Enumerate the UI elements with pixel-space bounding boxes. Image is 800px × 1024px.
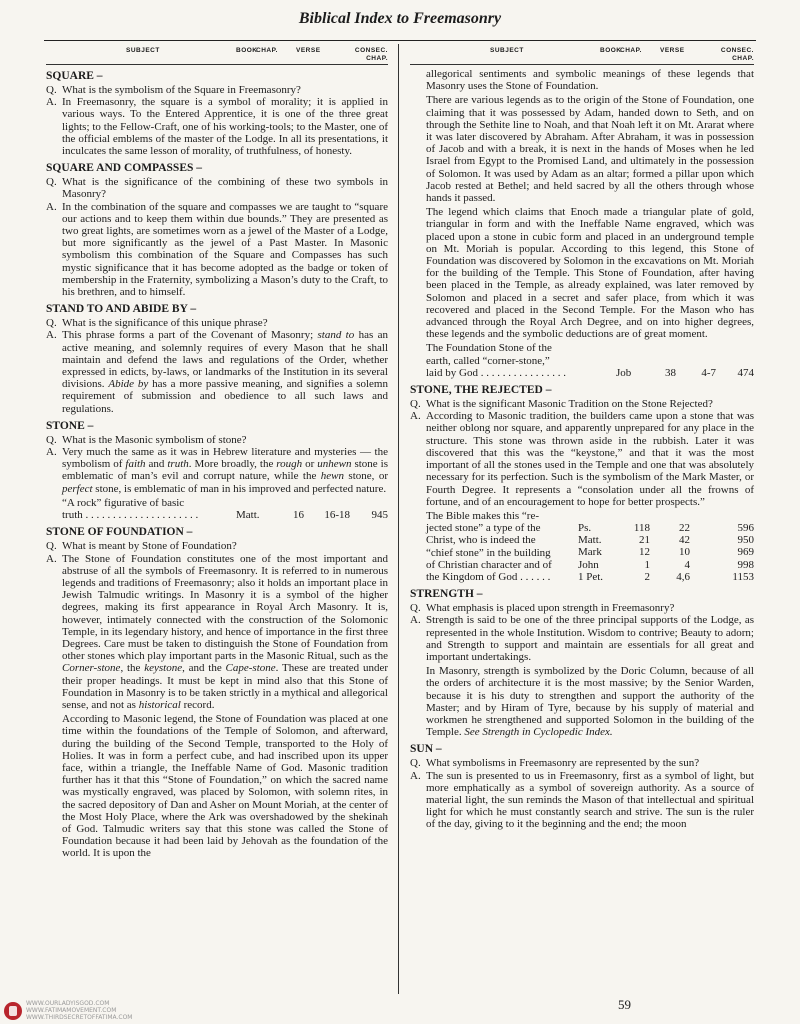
page-number: 59 [618,997,631,1012]
column-divider [398,44,399,994]
question: Q. What is the significance of this unique phrase? [46,317,268,330]
entry-heading-rejected: STONE, THE REJECTED – [410,384,552,397]
scripture-reference: laid by God . . . . . . . . . . . . . . . . Job 38 4-7 474 [426,366,754,379]
table-row: John 1 4 998 [578,558,754,571]
paragraph: There are various legends as to the origin of the Stone of Foundation, one claiming that it was possessed by Adam, handed down to Seth, and on through the Sethite line to Noah, and that Noah left it on Mt. Ararat where it was later discovered by Abraham. After Abraham, it was in possession of Jacob and with a break, it is next in the hands of Moses when he led Israel from Egypt to the Promised Land, and ultimately in the possession of Solomon. It was used by Adam as an altar; formed a pillar upon which Jacob rested at Bethel; and held sacred by all the others through whose hands it passed. [426,94,754,205]
answer: A. In Freemasonry, the square is a symbol of morality; it is applied in various ways. To the Entered Apprentice, it is one of the three great lights; to the Fellow-Craft, one of his working-tools; to the Master, one of the official emblems of the master of the Lodge. In all its presentations, it inculcates the same lesson of morality, of truthfulness, of honesty. [46,96,388,158]
subject-heading: SUBJECT [126,47,160,54]
paragraph: The legend which claims that Enoch made a triangular plate of gold, triangular in form and with the Ineffable Name engraved, which was placed upon a stone in cubic form and placed in an underground temple on Mt. Moriah is popular. According to this legend, this Stone of Foundation was discovered by Solomon in the excavations on Mt. Moriah for the building of the Temple. This Stone of Foundation, after having been placed in the Temple, as already explained, was later removed by Solomon and placed in a secret and safer place, from which it was recovered and placed in the Second Temple. For the Mason who has advanced through the Royal Arch Degree, and on into higher degrees, these legends and the symbolic deductions are of great moment. [426,206,754,341]
answer: A. Very much the same as it was in Hebrew literature and mysteries — the symbolism of faith and truth. More broadly, the rough or unhewn stone is emblematic of man’s evil and corrupt nature, while the hewn stone, or perfect stone, is emblematic of man in his improved and perfected nature. [46,446,388,495]
chap-heading: CHAP. [256,47,278,54]
reference-description: The Bible makes this “re- jected stone” a type of the Christ, who is indeed the “chief stone” in the building of Christian character and of the Kingdom of God . . . . . . [426,509,552,583]
entry-heading-square-compasses: SQUARE AND COMPASSES – [46,162,203,175]
answer: A. According to Masonic tradition, the builders came upon a stone that was neither oblong nor square, and apparently unprepared for any place in the structure. This stone was thrown aside in the rubbish. Later it was discovered that this was the “keystone,” and that it was the most important of all the stones used in the Temple and one that was absolutely necessary for its perfection. Such is the symbolism of the Mark Master, or Fourth Degree. It represents a “consolation under all the frowns of fortune, and of an encouragement to hope for better prospects.” [410,410,754,508]
entry-heading-square: SQUARE – [46,70,103,82]
scripture-reference: The Foundation Stone of the [426,342,552,355]
reference-table [410,510,754,583]
book-heading: BOOK [600,47,622,54]
verse-heading: VERSE [296,47,321,54]
watermark [4,1000,133,1021]
verse-heading: VERSE [660,47,685,54]
scripture-reference: truth . . . . . . . . . . . . . . . . . . . . . Matt. 16 16-18 945 [62,509,388,522]
subject-heading: SUBJECT [490,47,524,54]
scripture-reference: earth, called “corner-stone,” [426,354,550,367]
right-column [410,47,754,831]
top-rule [44,40,756,41]
column-headings-right [410,47,754,65]
chap-heading: CHAP. [620,47,642,54]
answer: A. This phrase forms a part of the Covenant of Masonry; stand to has an active meaning, and solemnly requires of every Mason that he shall maintain and defend the laws and regulations of the Order, whether expressed in edicts, by-laws, or landmarks of the Institution in its several divisions. Abide by has a more passive meaning, and signifies a solemn requirement of submission and obedience to all such laws and regulations. [46,329,388,415]
paragraph: allegorical sentiments and symbolic meanings of these legends that Masonry uses the Stone of Foundation. [426,68,754,93]
paragraph: According to Masonic legend, the Stone of Foundation was placed at one time within the foundations of the Temple of Solomon, and afterward, during the building of the Second Temple, transported to the Holy of Holies. It was in form a perfect cube, and had inscribed upon its upper face, within a triangle, the Ineffable Name of God. Masonic tradition further has it that this “Stone of Foundation,” on which the sacred name was mystically engraved, was placed by Solomon, with solemn rites, in the sacred depository of Dan and Asher on Mount Moriah, at the center of the Most Holy Place, where the Ark was overshadowed by the shekinah of God. Talmudic writers say that this stone was called the Stone of Foundation because it had been laid by Jehovah as the foundation of the world. It is upon the [62,713,388,860]
left-column [46,47,388,860]
reference-rows [578,510,754,583]
watermark-urls: WWW.OURLADYISGOD.COM WWW.FATIMAMOVEMENT.COM WWW.THIRDSECRETOFFATIMA.COM [26,1000,133,1021]
question: Q. What is the symbolism of the Square in Freemasonry? [46,84,301,96]
answer: A. In the combination of the square and compasses we are taught to “square our actions and to keep them within due bounds.” They are presented as two great lights, are sometimes worn as a jewel of the Master of a Lodge, but more significantly as the jewel of a Past Master. In Masonic symbolism this combination of the Square and Compasses has such mystic significance that it has become adopted as the badge or token of membership in the Fraternity, symbolizing a Mason’s duty to the Craft, to his brethren, and to himself. [46,200,388,299]
paragraph: In Masonry, strength is symbolized by the Doric Column, because of all the orders of architecture it is the most massive; by the Senior Warden, because it is his duty to strengthen and support the authority of the Master; and by Hiram of Tyre, because by his supply of material and workmen he strengthened and supported Solomon in the building of the Temple. See Strength in Cyclopedic Index. [426,665,754,739]
consec-heading: CONSEC. CHAP. [354,47,388,62]
question: Q. What is the significance of the combining of these two symbols in Masonry? [46,176,388,201]
question: Q. What is the significant Masonic Tradition on the Stone Rejected? [410,398,713,411]
book-heading: BOOK [236,47,258,54]
answer: A. The Stone of Foundation constitutes one of the most important and abstruse of all the symbols of Freemasonry. It is referred to in numerous legends and traditions of Freemasonry; also it holds an important place in Jewish Talmudic writings. In Masonry it is a symbol of the higher degrees, making its first appearance in Royal Arch Masonry. It is, however, intimately connected with the construction of the Solomonic Temple, in its legendary history, and hence of importance in the first three Degrees. Care must be taken to distinguish the Stone of Foundation from other stones which play important parts in the Masonic Ritual, such as the Corner-stone, the keystone, and the Cape-stone. These are treated under their proper headings. It must be kept in mind also that this Stone of Foundation in Masonry is to be taken strictly in a mythical and allegorical sense, and not as historical record. [46,552,388,711]
question: Q. What is meant by Stone of Foundation? [46,540,237,553]
page-title: Biblical Index to Freemasonry [298,10,502,27]
entry-heading-foundation: STONE OF FOUNDATION – [46,526,193,539]
question: Q. What is the Masonic symbolism of stone? [46,433,247,446]
entry-heading-strength: STRENGTH – [410,588,483,601]
column-headings-left [46,47,388,65]
table-row: 1 Pet. 2 4,6 1153 [578,570,754,583]
entry-heading-stand: STAND TO AND ABIDE BY – [46,303,197,316]
entry-heading-stone: STONE – [46,419,94,432]
question: Q. What symbolisms in Freemasonry are represented by the sun? [410,757,700,770]
seal-icon [4,1002,22,1020]
consec-heading: CONSEC. CHAP. [720,47,754,62]
table-row: Matt. 21 42 950 [578,534,754,547]
table-row: Ps. 118 22 596 [578,521,754,534]
table-row: Mark 12 10 969 [578,546,754,559]
entry-heading-sun: SUN – [410,743,442,756]
answer: A. Strength is said to be one of the three principal supports of the Lodge, as represented in the whole Institution. Wisdom to contrive; Beauty to adorn; and Strength to support and maintain are essentials for all great and important undertakings. [410,614,754,663]
answer: A. The sun is presented to us in Freemasonry, first as a symbol of light, but more emphatically as a symbol of sovereign authority. As a source of material light, the sun reminds the Mason of that intellectual and spiritual light for which he must constantly search and strive. The sun is the ruler of the day, giving to it the beginning and the end; the moon [410,769,754,831]
question: Q. What emphasis is placed upon strength in Freemasonry? [410,602,675,615]
scripture-reference: “A rock” figurative of basic [62,496,185,509]
